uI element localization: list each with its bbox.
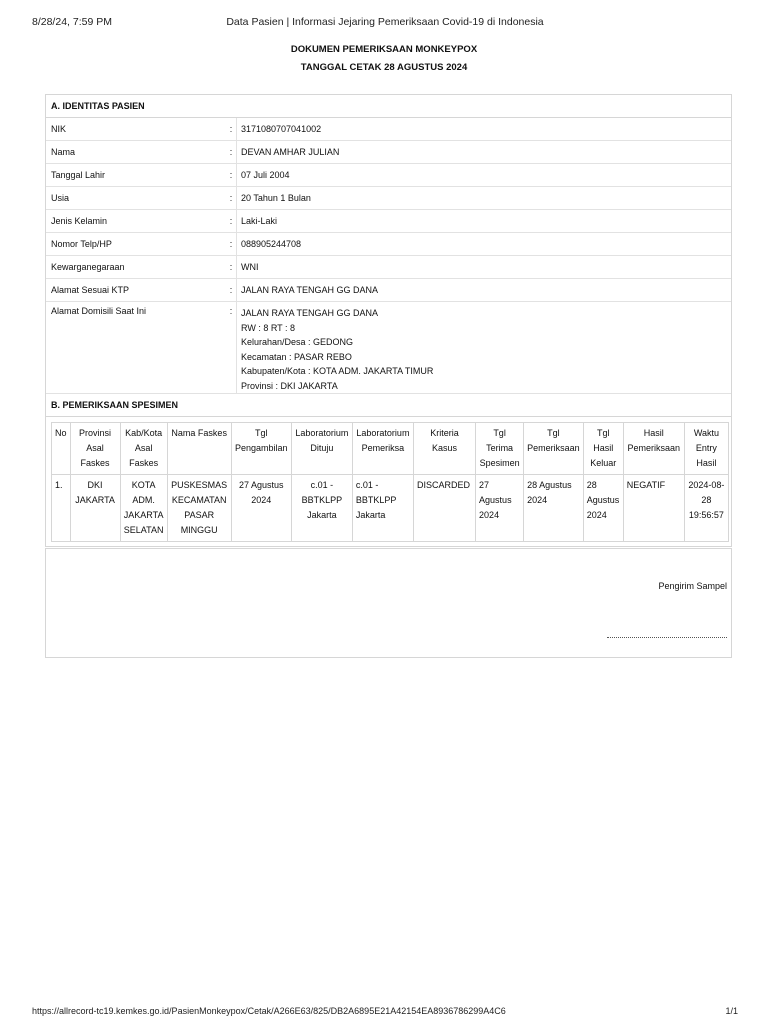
print-datetime: 8/28/24, 7:59 PM [32,16,112,28]
domisili-line: JALAN RAYA TENGAH GG DANA [241,308,379,318]
identitas-row [46,118,731,141]
column-header: Laboratorium Dituju [291,423,352,475]
field-label: Nama [51,147,76,157]
field-label: NIK [51,124,67,134]
domisili-row [46,302,731,394]
domisili-colon: : [226,302,237,393]
section-spesimen-heading: B. PEMERIKSAAN SPESIMEN [46,394,731,417]
column-header: Tgl Terima Spesimen [476,423,524,475]
table-cell: 28 Agustus 2024 [524,475,584,542]
section-identitas-heading: A. IDENTITAS PASIEN [46,95,731,118]
field-label: Usia [51,193,70,203]
domisili-value [237,302,731,393]
table-cell: 2024-08-28 19:56:57 [684,475,728,542]
domisili-line: RW : 8 RT : 8 [241,322,296,333]
table-cell: 28 Agustus 2024 [583,475,623,542]
field-colon: : [226,141,237,163]
table-cell: DISCARDED [413,475,475,542]
field-colon: : [226,210,237,232]
field-value: Laki-Laki [241,216,278,226]
column-header: No [52,423,71,475]
field-label: Jenis Kelamin [51,216,108,226]
field-colon: : [226,233,237,255]
table-cell: 27 Agustus 2024 [231,475,291,542]
print-page-title: Data Pasien | Informasi Jejaring Pemeriksaan Covid-19 di Indonesia [226,16,544,28]
table-row [52,475,729,542]
column-header: Hasil Pemeriksaan [623,423,684,475]
table-cell: 1. [52,475,71,542]
table-cell: KOTA ADM. JAKARTA SELATAN [120,475,167,542]
field-value: 20 Tahun 1 Bulan [241,193,311,203]
identitas-row [46,279,731,302]
sender-label: Pengirim Sampel [658,581,727,591]
domisili-line: Provinsi : DKI JAKARTA [241,380,338,391]
table-cell: NEGATIF [623,475,684,542]
identitas-rows [46,118,731,302]
identitas-row [46,164,731,187]
column-header: Waktu Entry Hasil [684,423,728,475]
spesimen-body [52,475,729,542]
identitas-row [46,256,731,279]
signature-line [607,637,727,638]
identitas-row [46,210,731,233]
field-colon: : [226,279,237,301]
domisili-line: Kecamatan : PASAR REBO [241,351,352,362]
field-label: Nomor Telp/HP [51,239,112,249]
identitas-row [46,141,731,164]
column-header: Nama Faskes [167,423,231,475]
field-colon: : [226,187,237,209]
field-colon: : [226,256,237,278]
field-colon: : [226,164,237,186]
field-value: 088905244708 [241,239,302,249]
spesimen-table-wrap [46,417,731,542]
domisili-label: Alamat Domisili Saat Ini [51,306,147,316]
table-cell: DKI JAKARTA [70,475,120,542]
document-title: DOKUMEN PEMERIKSAAN MONKEYPOX [290,44,478,55]
print-date: TANGGAL CETAK 28 AGUSTUS 2024 [300,62,468,73]
table-cell: c.01 - BBTKLPP Jakarta [291,475,352,542]
document-body [45,94,732,547]
field-label: Kewarganegaraan [51,262,125,272]
table-cell: 27 Agustus 2024 [476,475,524,542]
domisili-line: Kelurahan/Desa : GEDONG [241,337,354,347]
field-label: Tanggal Lahir [51,170,106,180]
column-header: Tgl Pengambilan [231,423,291,475]
column-header: Kab/Kota Asal Faskes [120,423,167,475]
identitas-row [46,187,731,210]
column-header: Provinsi Asal Faskes [70,423,120,475]
signature-box [45,548,732,658]
domisili-line: Kabupaten/Kota : KOTA ADM. JAKARTA TIMUR [241,366,434,376]
table-cell: PUSKESMAS KECAMATAN PASAR MINGGU [167,475,231,542]
field-value: DEVAN AMHAR JULIAN [241,147,340,157]
field-value: 07 Juli 2004 [241,170,290,180]
table-cell: c.01 - BBTKLPP Jakarta [352,475,413,542]
field-colon: : [226,118,237,140]
identitas-row [46,233,731,256]
page-number: 1/1 [725,1006,738,1016]
field-value: 3171080707041002 [241,124,322,134]
print-url: https://allrecord-tc19.kemkes.go.id/PasienMonkeypox/Cetak/A266E63/825/DB2A6895E21A42154EA8936786299A4C6 [32,1006,506,1016]
column-header: Laboratorium Pemeriksa [352,423,413,475]
field-value: WNI [241,262,259,272]
field-value: JALAN RAYA TENGAH GG DANA [241,285,379,295]
column-header: Kriteria Kasus [413,423,475,475]
column-header: Tgl Hasil Keluar [583,423,623,475]
column-header: Tgl Pemeriksaan [524,423,584,475]
spesimen-header-row [52,423,729,475]
spesimen-table [51,422,729,542]
field-label: Alamat Sesuai KTP [51,285,130,295]
